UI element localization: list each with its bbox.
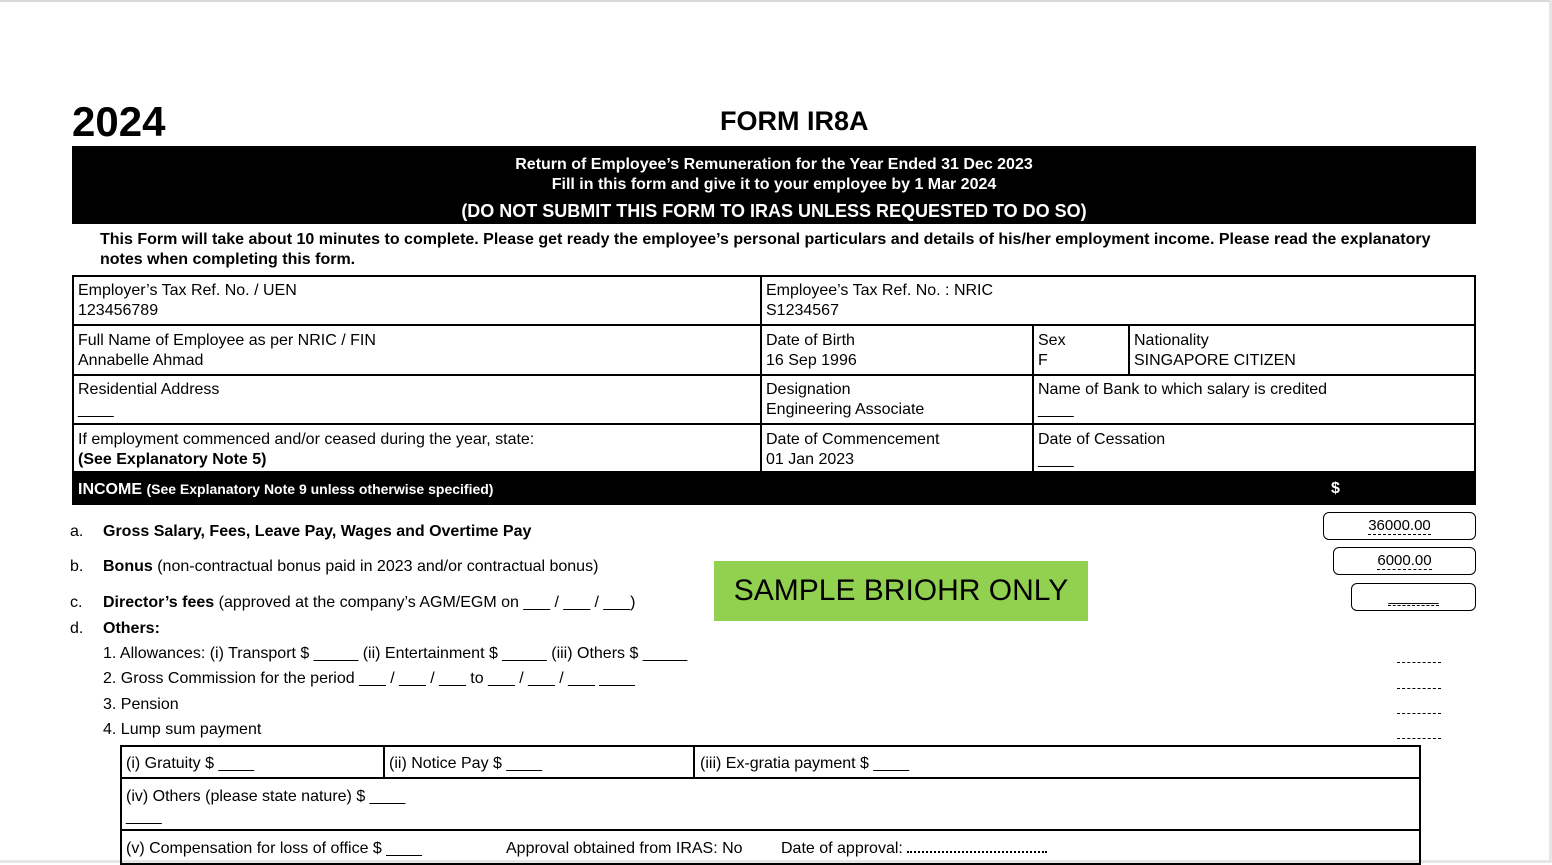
designation-label: Designation <box>766 381 851 398</box>
divider <box>1128 324 1130 375</box>
designation-value[interactable]: Engineering Associate <box>766 401 925 418</box>
item-d-label: Others: <box>103 620 160 637</box>
divider <box>1032 324 1034 473</box>
ex-gratia-field[interactable]: (iii) Ex-gratia payment $ ____ <box>700 755 909 772</box>
lump-sum-row: 4. Lump sum payment <box>103 721 262 738</box>
banner-line-2: Fill in this form and give it to your employee by 1 Mar 2024 <box>551 176 997 193</box>
allowances-amount[interactable] <box>1397 654 1441 663</box>
notice-pay-field[interactable]: (ii) Notice Pay $ ____ <box>389 755 542 772</box>
nationality-label: Nationality <box>1134 332 1209 349</box>
divider <box>120 777 1421 779</box>
sex-label: Sex <box>1038 332 1066 349</box>
page-frame-top <box>0 0 1552 2</box>
approval-date-input[interactable] <box>907 851 1047 853</box>
employer-ref-label: Employer’s Tax Ref. No. / UEN <box>78 282 297 299</box>
others-nature-field[interactable]: ____ <box>126 808 162 825</box>
address-label: Residential Address <box>78 381 220 398</box>
item-d-letter: d. <box>70 620 84 637</box>
divider <box>693 745 695 778</box>
compensation-field[interactable]: (v) Compensation for loss of office $ ____ <box>126 840 422 857</box>
pension-row: 3. Pension <box>103 696 179 713</box>
banner-line-1: Return of Employee’s Remuneration for the Year Ended 31 Dec 2023 <box>515 156 1033 173</box>
form-year: 2024 <box>72 98 166 145</box>
commencement-value[interactable]: 01 Jan 2023 <box>766 451 855 468</box>
divider <box>72 423 1476 425</box>
others-field[interactable]: (iv) Others (please state nature) $ ____ <box>126 788 406 805</box>
gross-salary-amount[interactable]: 36000.00 <box>1323 512 1476 540</box>
approval-date-row <box>781 839 1047 859</box>
employee-ref-value[interactable]: S1234567 <box>766 302 839 319</box>
approval-date-label: Date of approval: <box>781 840 903 857</box>
intro-text: This Form will take about 10 minutes to complete. Please get ready the employee’s personal particulars and details of his/her employment income. Please read the explanatory notes when completing this form. <box>100 231 1431 268</box>
item-c-letter: c. <box>70 594 83 611</box>
item-b-letter: b. <box>70 558 84 575</box>
bonus-amount[interactable]: 6000.00 <box>1333 547 1476 575</box>
item-b-label: Bonus (non-contractual bonus paid in 2023 and/or contractual bonus) <box>103 558 599 575</box>
income-title-text: INCOME <box>78 481 142 498</box>
pension-amount[interactable] <box>1397 705 1441 714</box>
bank-label: Name of Bank to which salary is credited <box>1038 381 1328 398</box>
header-banner <box>72 146 1476 224</box>
banner-line-3: (DO NOT SUBMIT THIS FORM TO IRAS UNLESS REQUESTED TO DO SO) <box>461 201 1087 221</box>
income-title <box>78 479 493 500</box>
divider <box>383 745 385 778</box>
sample-watermark: SAMPLE BRIOHR ONLY <box>714 561 1088 621</box>
income-header <box>72 472 1476 505</box>
bank-value[interactable]: ____ <box>1038 401 1074 418</box>
gratuity-field[interactable]: (i) Gratuity $ ____ <box>126 755 255 772</box>
address-value[interactable]: ____ <box>78 401 114 418</box>
directors-fees-amount[interactable]: ______ <box>1351 583 1476 611</box>
currency-label: $ <box>1331 480 1340 497</box>
cessation-value[interactable]: ____ <box>1038 451 1074 468</box>
divider <box>72 324 1476 326</box>
employee-ref-label: Employee’s Tax Ref. No. : NRIC <box>766 282 994 299</box>
form-title: FORM IR8A <box>720 106 869 136</box>
commission-row: 2. Gross Commission for the period ___ / ___ / ___ to ___ / ___ / ___ ____ <box>103 670 635 687</box>
divider <box>72 374 1476 376</box>
dob-label: Date of Birth <box>766 332 855 349</box>
employment-note: (See Explanatory Note 5) <box>78 451 267 468</box>
commission-amount[interactable] <box>1397 680 1441 689</box>
full-name-value[interactable]: Annabelle Ahmad <box>78 352 204 369</box>
divider <box>760 275 762 473</box>
item-a-label: Gross Salary, Fees, Leave Pay, Wages and Overtime Pay <box>103 523 532 540</box>
full-name-label: Full Name of Employee as per NRIC / FIN <box>78 332 376 349</box>
employer-ref-value[interactable]: 123456789 <box>78 302 159 319</box>
divider <box>120 829 1421 831</box>
employment-label: If employment commenced and/or ceased during the year, state: <box>78 431 535 448</box>
lump-sum-amount[interactable] <box>1397 730 1441 739</box>
item-c-label: Director’s fees (approved at the company’s AGM/EGM on ___ / ___ / ___) <box>103 594 636 611</box>
sex-value[interactable]: F <box>1038 352 1048 369</box>
income-title-note: (See Explanatory Note 9 unless otherwise specified) <box>146 481 494 497</box>
commencement-label: Date of Commencement <box>766 431 940 448</box>
dob-value[interactable]: 16 Sep 1996 <box>766 352 857 369</box>
cessation-label: Date of Cessation <box>1038 431 1166 448</box>
approval-status: Approval obtained from IRAS: No <box>506 840 743 857</box>
allowances-row: 1. Allowances: (i) Transport $ _____ (ii) Entertainment $ _____ (iii) Others $ _____ <box>103 645 688 662</box>
nationality-value[interactable]: SINGAPORE CITIZEN <box>1134 352 1296 369</box>
item-a-letter: a. <box>70 523 84 540</box>
